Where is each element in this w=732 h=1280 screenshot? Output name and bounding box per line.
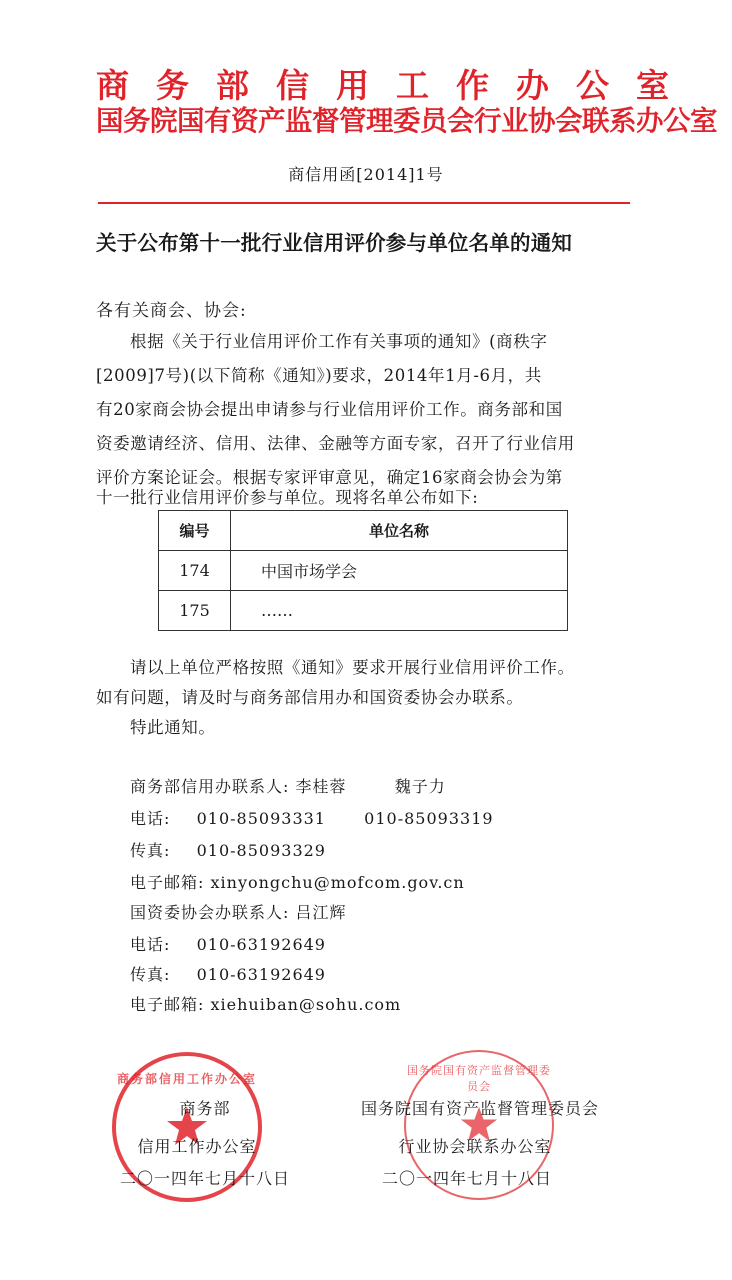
mofcom-phone-label: 电话:	[130, 809, 171, 828]
table-header-name: 单位名称	[231, 511, 568, 551]
closing-line: 请以上单位严格按照《通知》要求开展行业信用评价工作。	[130, 658, 575, 677]
sasac-phone: 010-63192649	[196, 935, 326, 954]
table-cell-number: 174	[159, 551, 231, 591]
document-number: 商信用函[2014]1号	[288, 165, 444, 184]
mofcom-fax: 010-85093329	[196, 841, 326, 860]
table-cell-number: 175	[159, 591, 231, 631]
body-line: [2009]7号)(以下简称《通知》)要求，2014年1月-6月，共	[96, 366, 542, 385]
left-signatory-line1: 商务部	[179, 1099, 231, 1118]
mofcom-seal-text: 商务部信用工作办公室	[116, 1072, 257, 1086]
closing-line: 如有问题，请及时与商务部信用办和国资委协会办联系。	[96, 688, 524, 707]
sasac-email-label: 电子邮箱:	[130, 995, 205, 1014]
body-line: 有20家商会协会提出申请参与行业信用评价工作。商务部和国	[96, 400, 563, 419]
mofcom-email: xinyongchu@mofcom.gov.cn	[210, 873, 465, 892]
sasac-contact-people	[130, 900, 347, 923]
table-cell-name: ……	[231, 591, 568, 631]
sasac-phone-label: 电话:	[130, 935, 171, 954]
issuer-header-line1: 商务部信用工作办公室	[96, 66, 696, 105]
table-cell-name: 中国市场学会	[231, 551, 568, 591]
mofcom-phone-line	[130, 806, 494, 829]
body-line: 十一批行业信用评价参与单位。现将名单公布如下:	[96, 488, 479, 507]
mofcom-contact-people	[130, 774, 446, 797]
issuer-header-line2: 国务院国有资产监督管理委员会行业协会联系办公室	[96, 105, 717, 137]
sasac-fax-line	[130, 962, 326, 985]
table-row	[159, 551, 568, 591]
closing-line: 特此通知。	[130, 718, 216, 737]
table-header-number: 编号	[159, 511, 231, 551]
left-signatory-line2: 信用工作办公室	[137, 1137, 257, 1156]
red-divider	[98, 202, 630, 204]
mofcom-phone-1: 010-85093331	[196, 809, 326, 828]
right-signatory-line2: 行业协会联系办公室	[398, 1137, 552, 1156]
left-signature-date: 二〇一四年七月十八日	[119, 1169, 290, 1188]
sasac-fax: 010-63192649	[196, 965, 326, 984]
participant-table	[158, 510, 568, 631]
mofcom-fax-label: 传真:	[130, 841, 171, 860]
sasac-contact-person: 吕江辉	[295, 903, 347, 922]
body-line: 资委邀请经济、信用、法律、金融等方面专家，召开了行业信用	[96, 434, 575, 453]
table-header-row	[159, 511, 568, 551]
sasac-email-line	[130, 992, 401, 1015]
mofcom-fax-line	[130, 838, 326, 861]
right-signature-date: 二〇一四年七月十八日	[381, 1169, 552, 1188]
table-row	[159, 591, 568, 631]
mofcom-contact-person-2: 魏子力	[394, 777, 446, 796]
sasac-fax-label: 传真:	[130, 965, 171, 984]
notice-title: 关于公布第十一批行业信用评价参与单位名单的通知	[96, 231, 573, 255]
mofcom-email-line	[130, 870, 465, 893]
sasac-contact-label: 国资委协会办联系人:	[130, 903, 290, 922]
mofcom-contact-label: 商务部信用办联系人:	[130, 777, 290, 796]
salutation: 各有关商会、协会:	[96, 301, 247, 321]
mofcom-contact-person-1: 李桂蓉	[295, 777, 347, 796]
mofcom-email-label: 电子邮箱:	[130, 873, 205, 892]
sasac-email: xiehuiban@sohu.com	[210, 995, 402, 1014]
right-signatory-line1: 国务院国有资产监督管理委员会	[360, 1099, 599, 1118]
mofcom-phone-2: 010-85093319	[364, 809, 494, 828]
sasac-seal-text: 国务院国有资产监督管理委员会	[407, 1064, 551, 1093]
body-line: 评价方案论证会。根据专家评审意见，确定16家商会协会为第	[96, 468, 563, 487]
body-line: 根据《关于行业信用评价工作有关事项的通知》(商秩字	[130, 332, 548, 351]
sasac-phone-line	[130, 932, 326, 955]
